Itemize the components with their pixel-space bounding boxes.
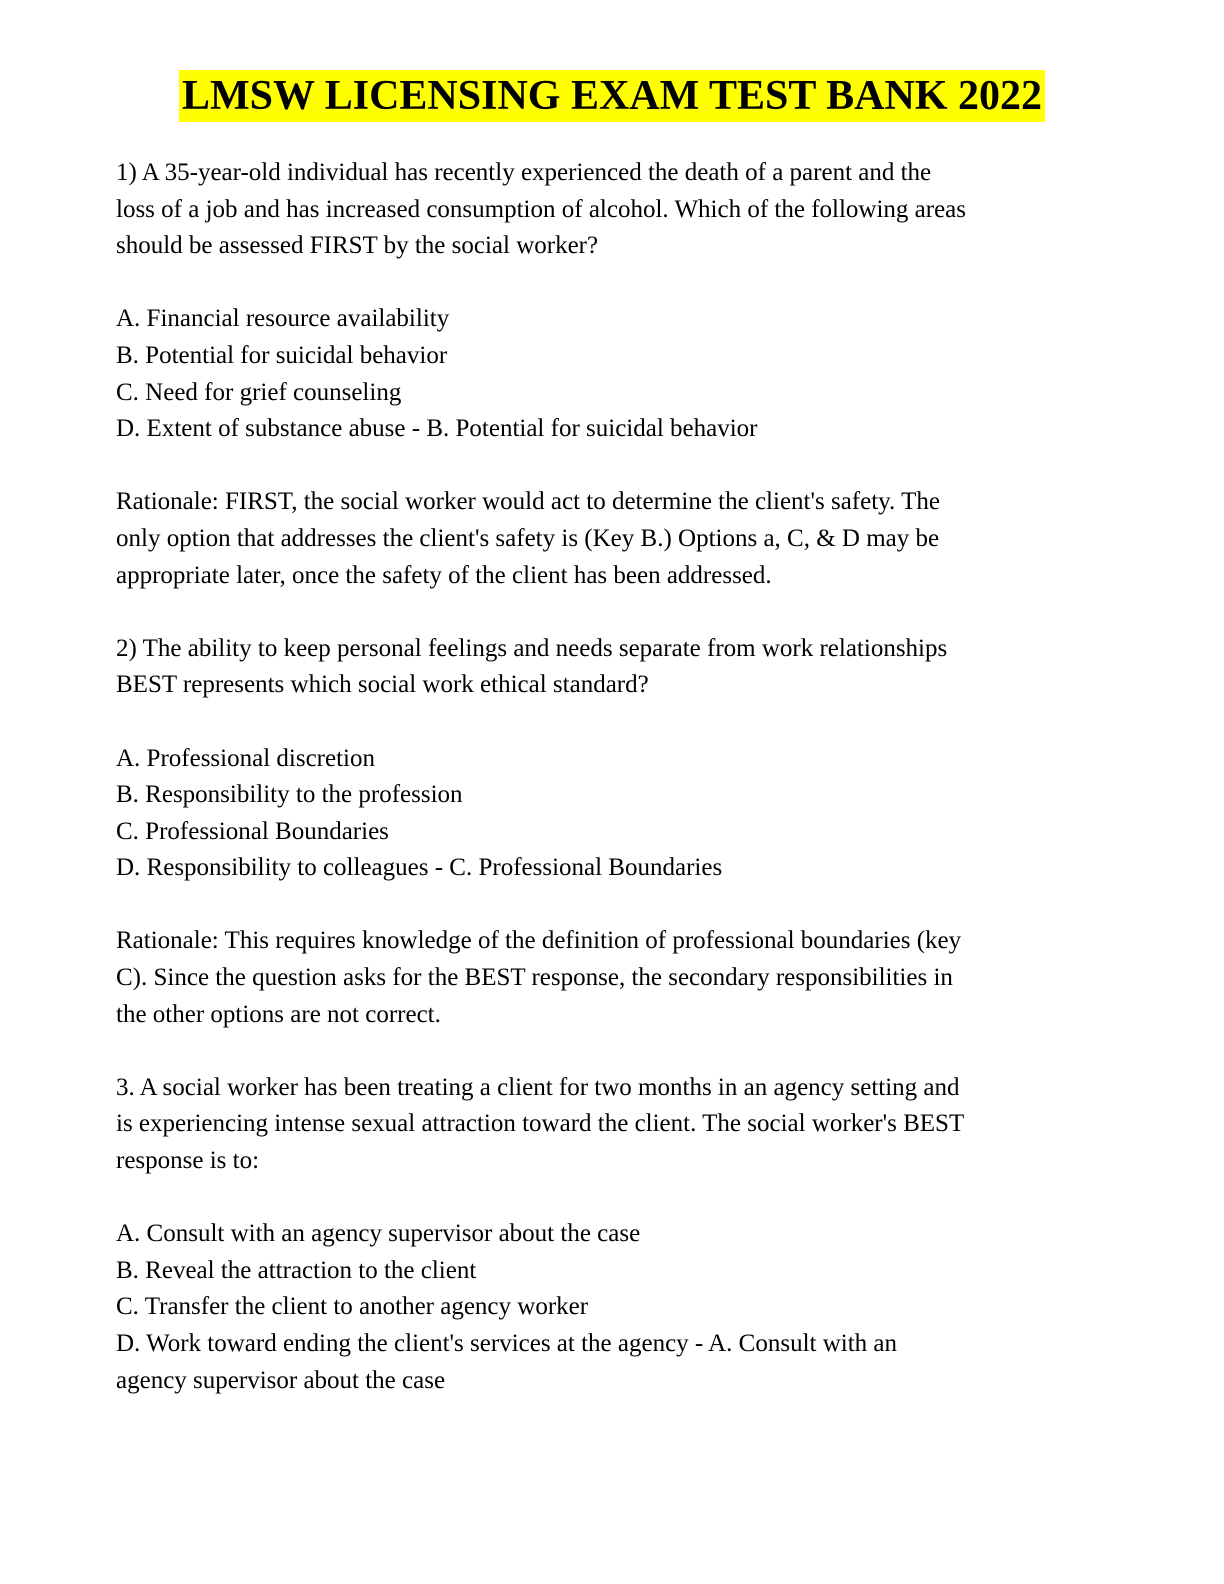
question-2-option-a: A. Professional discretion (116, 744, 375, 772)
question-3-stem-line: is experiencing intense sexual attraction toward the client. The social worker's BEST (116, 1110, 965, 1138)
question-1-option-c: C. Need for grief counseling (116, 378, 402, 406)
question-3-stem-line: response is to: (116, 1147, 260, 1175)
spacer (116, 594, 1096, 631)
question-1 (116, 155, 1096, 631)
spacer (116, 448, 1096, 485)
question-2-stem-line: BEST represents which social work ethical standard? (116, 671, 649, 699)
question-3 (116, 1070, 1096, 1399)
spacer (116, 1033, 1096, 1070)
question-1-stem-line: should be assessed FIRST by the social worker? (116, 232, 599, 260)
question-2-rationale-line: the other options are not correct. (116, 1000, 441, 1028)
spacer (116, 1180, 1096, 1217)
title-wrap (0, 70, 1224, 122)
question-3-option-a: A. Consult with an agency supervisor about the case (116, 1220, 641, 1248)
question-1-stem-line: 1) A 35-year-old individual has recently experienced the death of a parent and the (116, 159, 932, 186)
spacer (116, 704, 1096, 741)
question-1-option-d-answer: D. Extent of substance abuse - B. Potential for suicidal behavior (116, 415, 758, 443)
question-3-stem-line: 3. A social worker has been treating a client for two months in an agency setting and (116, 1073, 960, 1101)
question-1-rationale-line: only option that addresses the client's safety is (Key B.) Options a, C, & D may be (116, 524, 940, 552)
question-2 (116, 631, 1096, 1070)
question-1-stem-line: loss of a job and has increased consumption of alcohol. Which of the following areas (116, 195, 967, 223)
question-2-option-c: C. Professional Boundaries (116, 817, 389, 845)
question-3-option-d-answer-cont: agency supervisor about the case (116, 1366, 446, 1394)
spacer (116, 887, 1096, 924)
question-3-option-b: B. Reveal the attraction to the client (116, 1256, 477, 1284)
question-2-rationale-line: C). Since the question asks for the BEST response, the secondary responsibilities in (116, 964, 953, 992)
question-1-option-b: B. Potential for suicidal behavior (116, 341, 448, 369)
document-title: LMSW LICENSING EXAM TEST BANK 2022 (179, 70, 1045, 122)
question-3-option-d-answer: D. Work toward ending the client's services at the agency - A. Consult with an (116, 1330, 898, 1357)
question-2-option-b: B. Responsibility to the profession (116, 781, 463, 809)
question-2-stem-line: 2) The ability to keep personal feelings and needs separate from work relationships (116, 634, 948, 662)
question-2-rationale-line: Rationale: This requires knowledge of the definition of professional boundaries (key (116, 927, 962, 955)
question-2-option-d-answer: D. Responsibility to colleagues - C. Professional Boundaries (116, 854, 723, 882)
document-body (116, 155, 1096, 1399)
question-1-option-a: A. Financial resource availability (116, 305, 450, 333)
question-3-option-c: C. Transfer the client to another agency worker (116, 1293, 589, 1321)
spacer (116, 265, 1096, 302)
question-1-rationale-line: appropriate later, once the safety of the client has been addressed. (116, 561, 772, 589)
question-1-rationale-line: Rationale: FIRST, the social worker would act to determine the client's safety. The (116, 488, 940, 516)
